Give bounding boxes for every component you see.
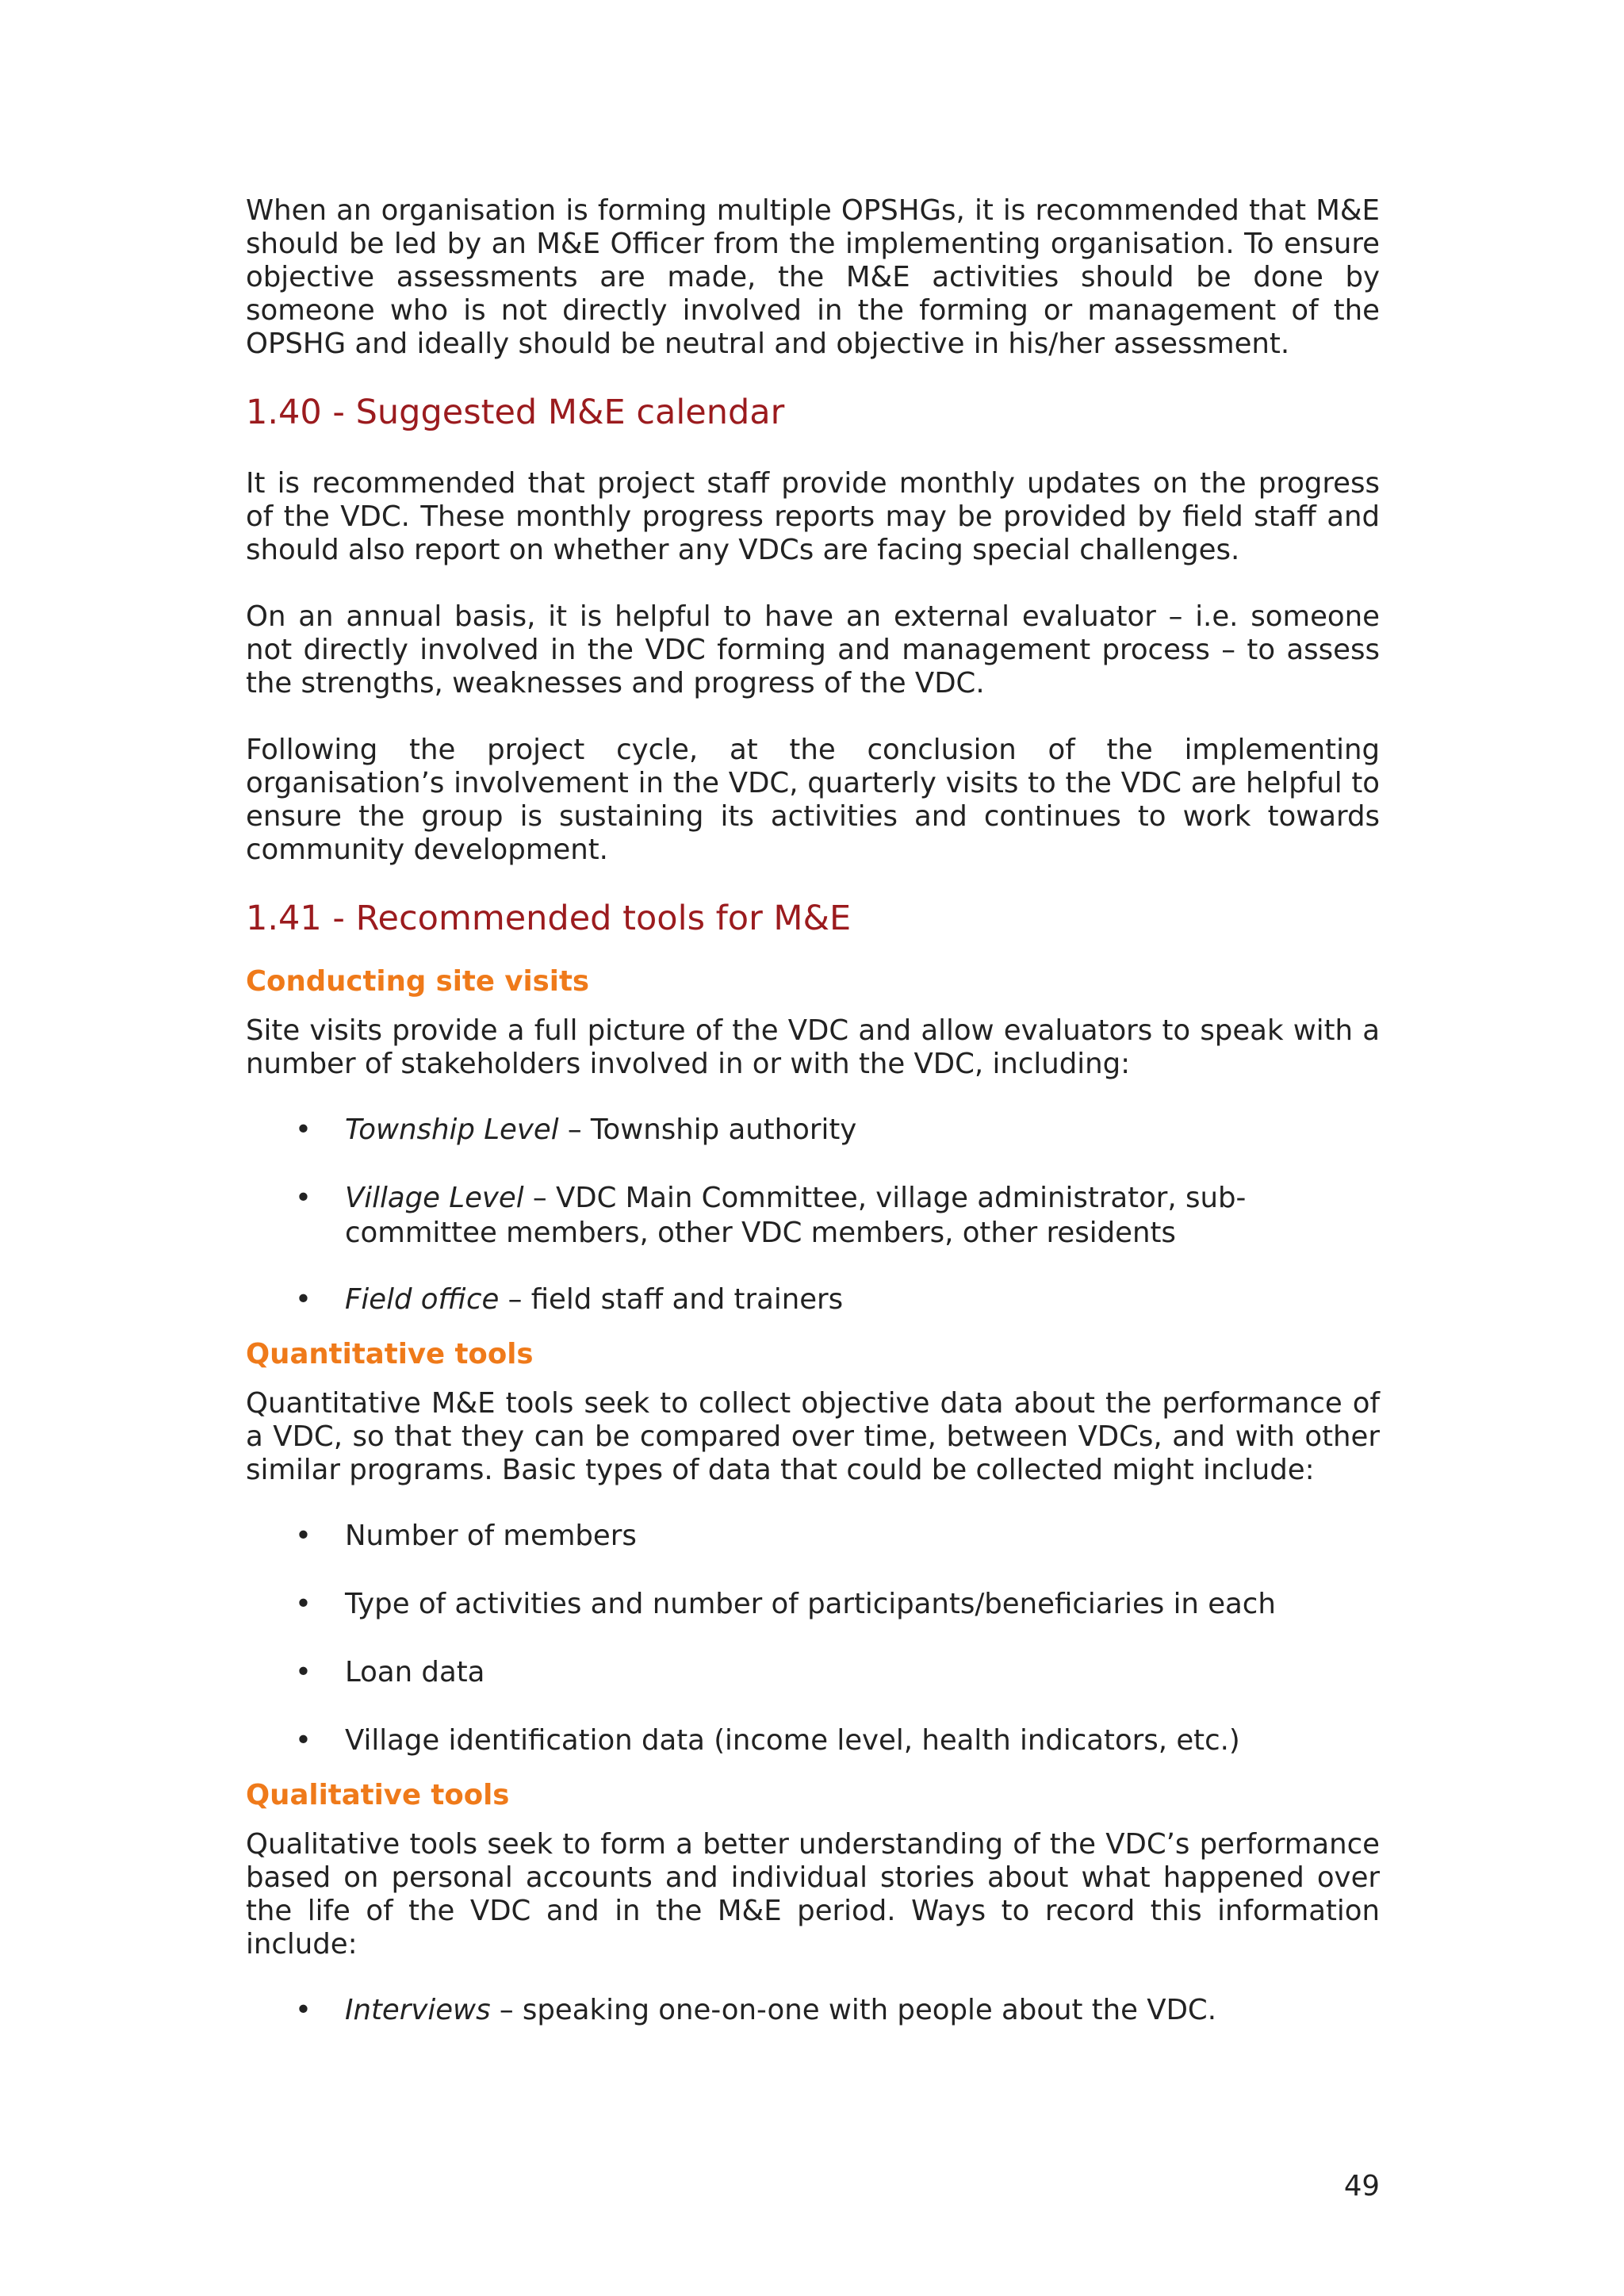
list-item [246,1519,1380,1554]
section-heading-1-41: 1.41 - Recommended tools for M&E [246,899,852,938]
calendar-paragraph-quarterly: Following the project cycle, at the conclusion of the implementing organisation’s involvement in the VDC, quarterly visits to the VDC are helpful to ensure the group is sustaining its activities and continues to work towards community development. [246,734,1380,866]
list-item-text: – speaking one-on-one with people about the VDC. [490,1994,1216,2026]
list-item-text: Type of activities and number of participants/beneficiaries in each [345,1588,1276,1620]
list-item-text: – Township authority [558,1114,857,1146]
list-item [246,1181,1380,1251]
intro-paragraph: When an organisation is forming multiple OPSHGs, it is recommended that M&E should be led by an M&E Officer from the implementing organisation. To ensure objective assessments are made, the M&E activities should be done by someone who is not directly involved in the forming or management of the OPSHG and ideally should be neutral and objective in his/her assessment. [246,194,1380,360]
list-item-text: – field staff and trainers [499,1283,844,1316]
list-item-term: Field office [345,1283,500,1316]
quantitative-list [246,1519,1380,1758]
bullet-icon: • [295,1656,312,1688]
list-item [246,1113,1380,1148]
page-content [246,194,1380,2028]
bullet-icon: • [295,1520,312,1552]
qualitative-intro: Qualitative tools seek to form a better understanding of the VDC’s performance based on personal accounts and individual stories about what happened over the life of the VDC and in the M&E period. Ways to record this information include: [246,1828,1380,1961]
bullet-icon: • [295,1588,312,1620]
bullet-icon: • [295,1994,312,2026]
list-item-term: Interviews [345,1994,491,2026]
bullet-icon: • [295,1283,312,1316]
subheading-site-visits: Conducting site visits [246,965,590,998]
qualitative-list [246,1993,1380,2028]
list-item-term: Village Level [345,1182,524,1214]
list-item [246,1282,1380,1317]
list-item-text: Number of members [345,1520,637,1552]
page-number: 49 [1343,2170,1380,2202]
calendar-paragraph-annual: On an annual basis, it is helpful to have an external evaluator – i.e. someone not directly involved in the VDC forming and management process – to assess the strengths, weaknesses and progress of the VDC. [246,600,1380,700]
list-item [246,1655,1380,1690]
bullet-icon: • [295,1724,312,1757]
bullet-icon: • [295,1114,312,1146]
list-item [246,1993,1380,2028]
section-heading-1-40: 1.40 - Suggested M&E calendar [246,393,785,432]
site-visits-list [246,1113,1380,1317]
list-item-text: Village identification data (income level, health indicators, etc.) [345,1724,1240,1757]
bullet-icon: • [295,1182,312,1214]
calendar-paragraph-monthly: It is recommended that project staff provide monthly updates on the progress of the VDC. These monthly progress reports may be provided by field staff and should also report on whether any VDCs are facing special challenges. [246,467,1380,566]
list-item [246,1587,1380,1622]
subheading-quantitative-tools: Quantitative tools [246,1338,534,1370]
quantitative-intro: Quantitative M&E tools seek to collect objective data about the performance of a VDC, so that they can be compared over time, between VDCs, and with other similar programs. Basic types of data that could be collected might include: [246,1387,1380,1486]
site-visits-intro: Site visits provide a full picture of the VDC and allow evaluators to speak with a number of stakeholders involved in or with the VDC, including: [246,1014,1380,1080]
list-item-text: – VDC Main Committee, village administrator, sub-committee members, other VDC members, other residents [345,1182,1247,1249]
subheading-qualitative-tools: Qualitative tools [246,1779,510,1811]
list-item-term: Township Level [345,1114,559,1146]
list-item [246,1723,1380,1758]
list-item-text: Loan data [345,1656,485,1688]
